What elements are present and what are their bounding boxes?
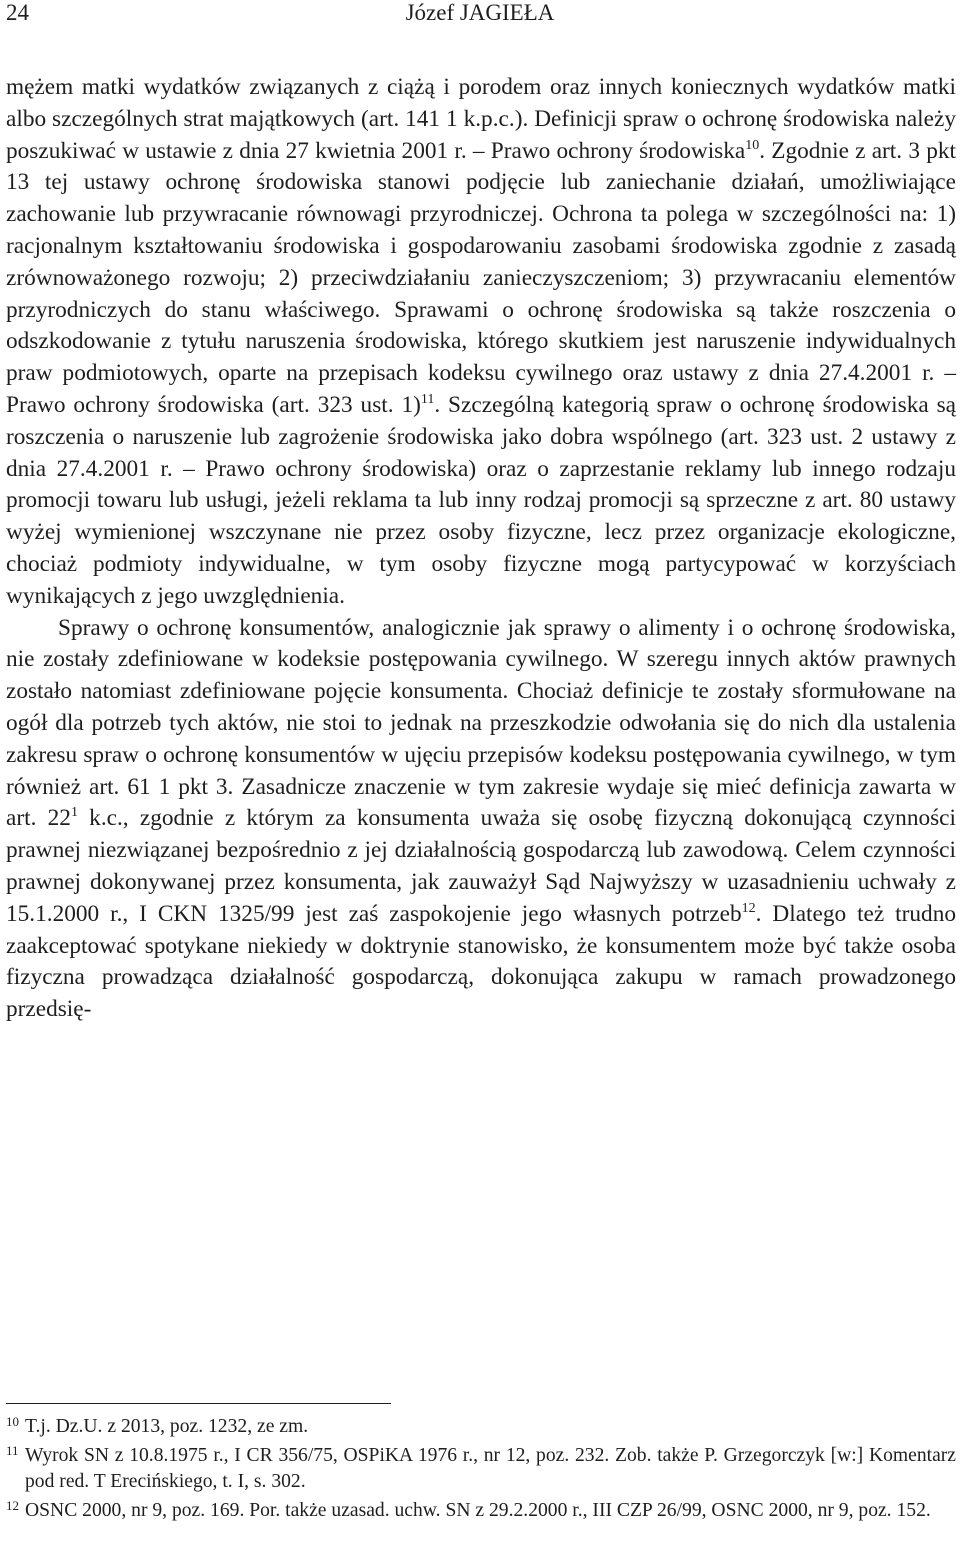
article-superscript: 1 xyxy=(70,805,78,821)
body-text xyxy=(6,72,956,1026)
text-run: k.c., zgodnie z którym za konsumenta uważa się osobę fizyczną dokonującą czynności prawnej niezwiązanej bezpośrednio z jej działalnością gospodarczą lub zawodową. Celem czynności prawnej dokonywanej przez konsumenta, jak zauważył Sąd Najwyższy w uzasadnieniu uchwały z 15.1.2000 r., I CKN 1325/99 jest zaś zaspokojenie jego własnych potrzeb xyxy=(6,805,956,927)
footnote-text: Wyrok SN z 10.8.1975 r., I CR 356/75, OSPiKA 1976 r., nr 12, poz. 232. Zob. także P. Grzegorczyk [w:] Komentarz pod red. T Erecińskiego, t. I, s. 302. xyxy=(25,1445,956,1492)
footnote-ref-12[interactable]: 12 xyxy=(741,900,756,916)
running-header-author: Józef JAGIEŁA xyxy=(405,0,555,25)
footnote-text: OSNC 2000, nr 9, poz. 169. Por. także uzasad. uchw. SN z 29.2.2000 r., III CZP 26/99, OSNC 2000, nr 9, poz. 152. xyxy=(25,1500,931,1521)
footnote-ref-10[interactable]: 10 xyxy=(745,137,760,153)
page-number: 24 xyxy=(6,0,29,25)
footnote-item xyxy=(6,1443,956,1495)
footnote-number: 11 xyxy=(6,1443,19,1458)
footnotes xyxy=(6,1414,956,1527)
footnote-item xyxy=(6,1414,956,1440)
paragraph-continued xyxy=(6,72,956,613)
text-run: Sprawy o ochronę konsumentów, analogicznie jak sprawy o alimenty i o ochronę środowiska, nie zostały zdefiniowane w kodeksie postępowania cywilnego. W szeregu innych aktów prawnych zostało natomiast zdefiniowane pojęcie konsumenta. Chociaż definicje te zostały sformułowane na ogół dla potrzeb tych aktów, nie stoi to jednak na przeszkodzie odwołania się do nich dla ustalenia zakresu spraw o ochronę konsumentów w ujęciu przepisów kodeksu postępowania cywilnego, w tym również art. 61 1 pkt 3. Zasadnicze znaczenie w tym zakresie wydaje się mieć definicja zawarta w art. 22 xyxy=(6,614,956,832)
text-run: . Zgodnie z art. 3 pkt 13 tej ustawy ochronę środowiska stanowi podjęcie lub zaniechanie działań, umożliwiające zachowanie lub przywracanie równowagi przyrodniczej. Ochrona ta polega w szczególności na: 1) racjonalnym kształtowaniu środowiska i gospodarowaniu zasobami środowiska zgodnie z zasadą zrównoważonego rozwoju; 2) przeciwdziałaniu zanieczyszczeniom; 3) przywracaniu elementów przyrodniczych do stanu właściwego. Sprawami o ochronę środowiska są także roszczenia o odszkodowanie z tytułu naruszenia środowiska, którego skutkiem jest naruszenie indywidualnych praw podmiotowych, oparte na przepisach kodeksu cywilnego oraz ustawy z dnia 27.4.2001 r. – Prawo ochrony środowiska (art. 323 ust. 1) xyxy=(6,137,956,418)
text-run: . Dlatego też trudno zaakceptować spotykane niekiedy w doktrynie stanowisko, że konsumentem może być także osoba fizyczna prowadząca działalność gospodarczą, dokonująca zakupu w ramach prowadzonego przedsię- xyxy=(6,900,956,1023)
text-run: . Szczególną kategorią spraw o ochronę środowiska są roszczenia o naruszenie lub zagrożenie środowiska jako dobra wspólnego (art. 323 ust. 2 ustawy z dnia 27.4.2001 r. – Prawo ochrony środowiska) oraz o zaprzestanie reklamy lub innego rodzaju promocji towaru lub usługi, jeżeli reklama ta lub inny rodzaj promocji są sprzeczne z art. 80 ustawy wyżej wymienionej wszczynane nie przez osoby fizyczne, lecz przez organizacje ekologiczne, chociaż podmioty indywidualne, w tym osoby fizyczne mogą partycypować w korzyściach wynikających z jego uwzględnienia. xyxy=(6,391,956,609)
text-run: mężem matki wydatków związanych z ciążą i porodem oraz innych koniecznych wydatków matki albo szczególnych strat majątkowych (art. 141 1 k.p.c.). Definicji spraw o ochronę środowiska należy poszukiwać w ustawie z dnia 27 kwietnia 2001 r. – Prawo ochrony środowiska xyxy=(6,74,956,164)
footnote-number: 12 xyxy=(6,1498,19,1513)
footnote-item xyxy=(6,1498,956,1524)
footnote-divider xyxy=(6,1403,391,1404)
running-header xyxy=(6,0,954,40)
footnote-text: T.j. Dz.U. z 2013, poz. 1232, ze zm. xyxy=(25,1416,309,1437)
paragraph-consumer-cases xyxy=(6,613,956,1026)
footnote-number: 10 xyxy=(6,1414,19,1429)
footnote-ref-11[interactable]: 11 xyxy=(420,391,435,407)
